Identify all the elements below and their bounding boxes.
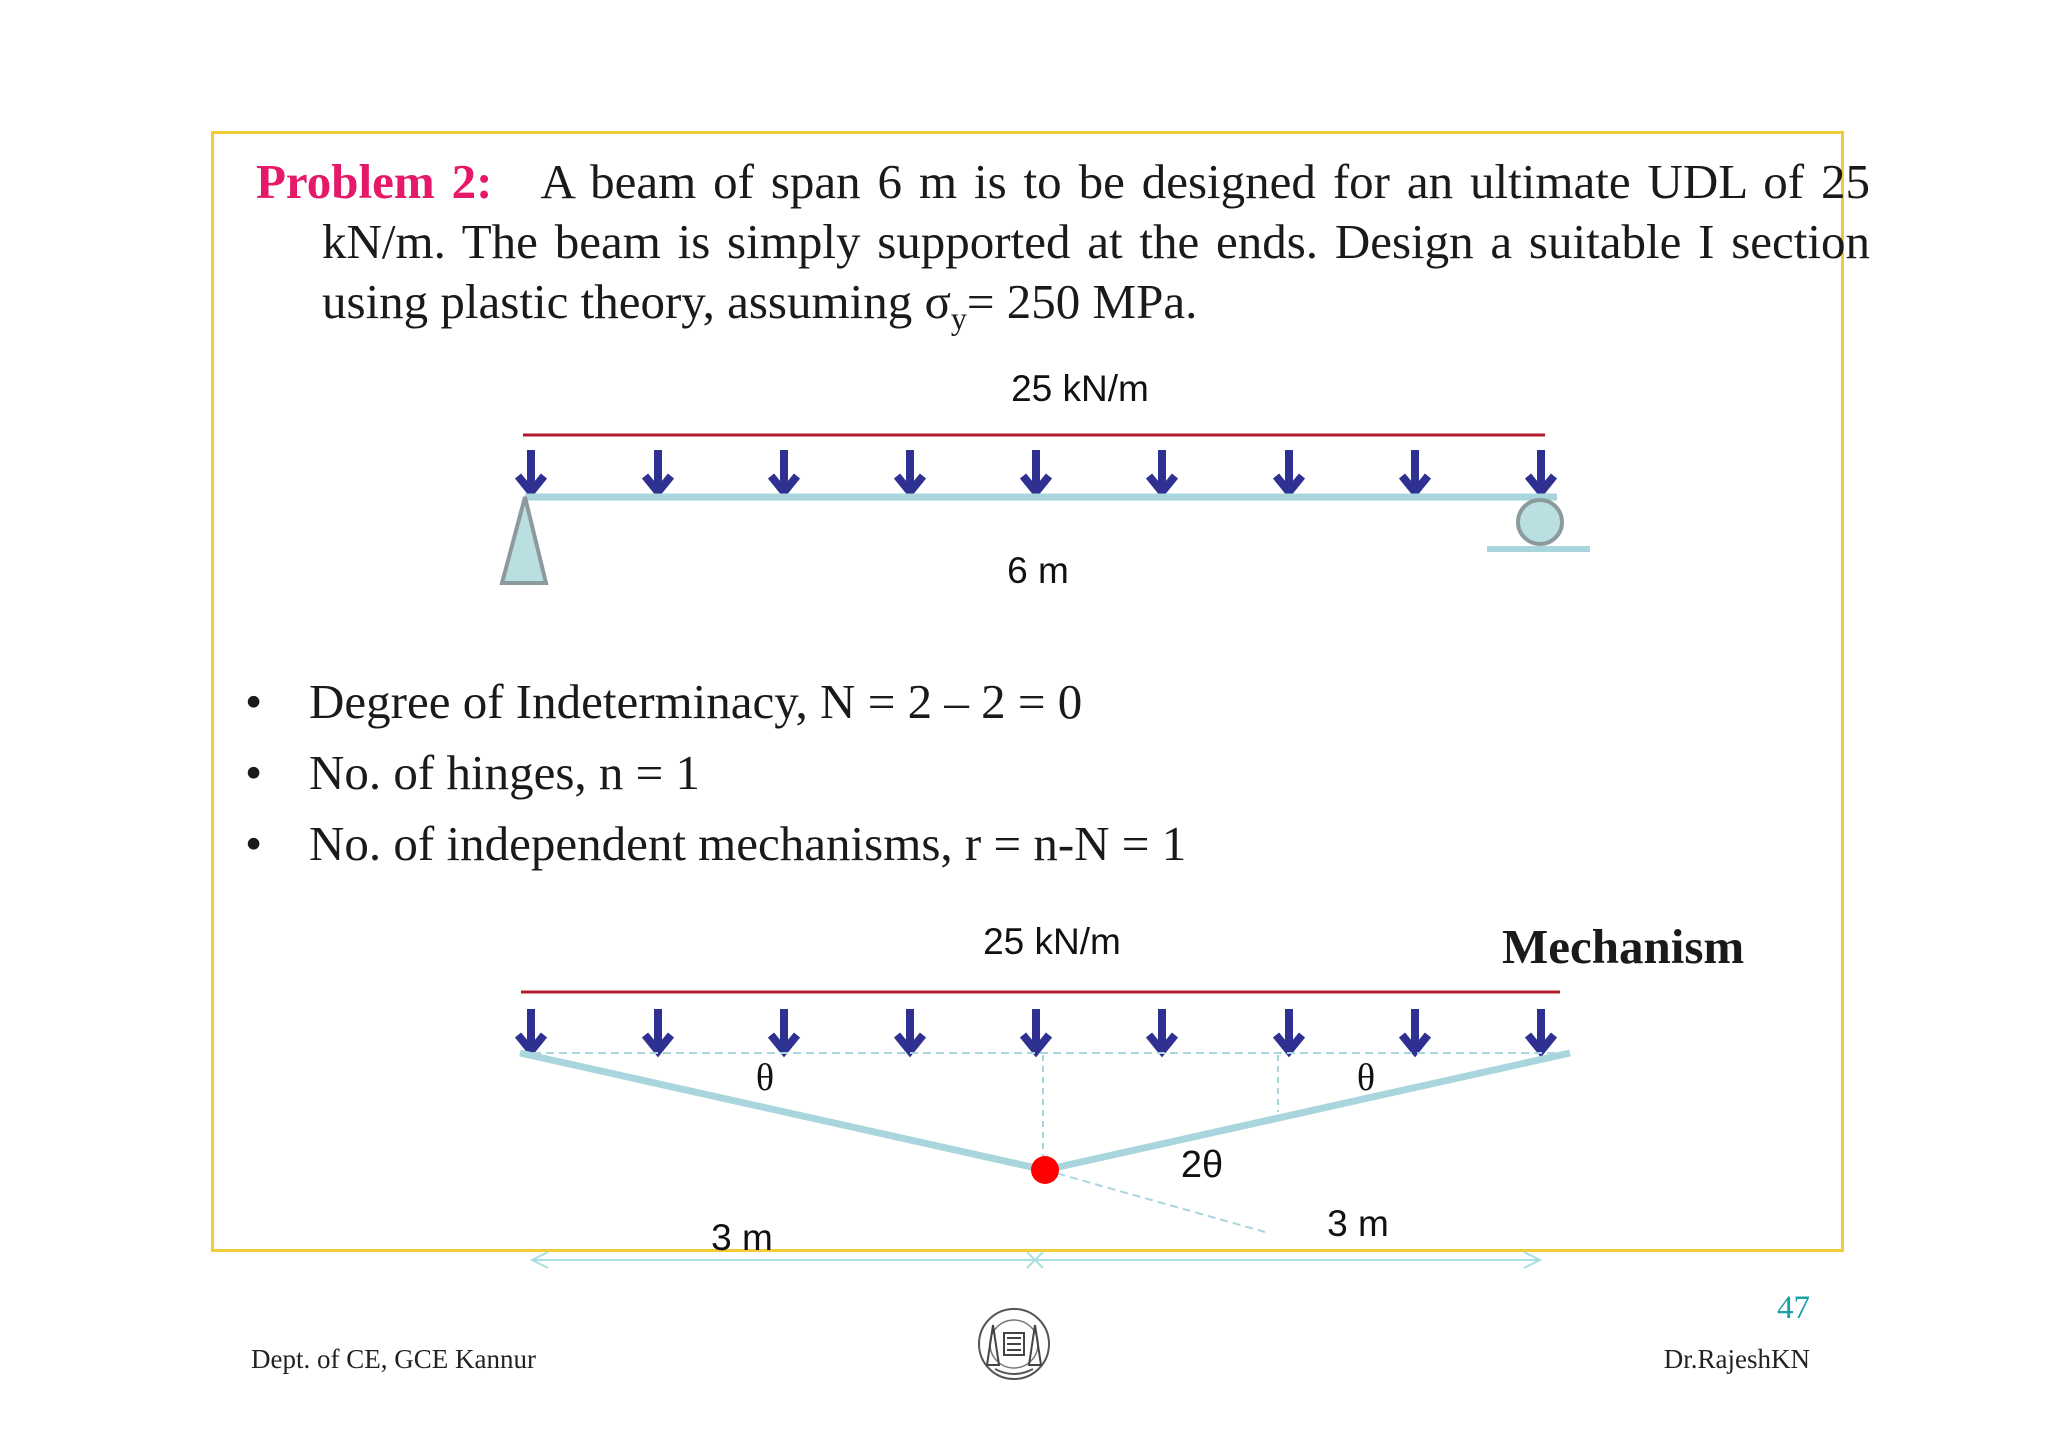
span-label: 6 m (1007, 550, 1069, 591)
udl-arrows (518, 450, 1554, 492)
load-label: 25 kN/m (1011, 368, 1149, 409)
load-arrow (645, 450, 671, 492)
load-arrow (1528, 1009, 1554, 1051)
bullet-text: Degree of Indeterminacy, N = 2 – 2 = 0 (309, 674, 1083, 729)
load-label: 25 kN/m (983, 921, 1121, 962)
footer-author: Dr.RajeshKN (1663, 1344, 1810, 1374)
problem-text: A beam of span 6 m is to be designed for an ultimate UDL of 25 kN/m. The beam is simply supported at the ends. Design a suitable I section using plastic theory, assuming σ (322, 154, 1871, 329)
load-arrow (1402, 1009, 1428, 1051)
mechanism-title: Mechanism (1502, 919, 1745, 974)
roller-support (1518, 500, 1562, 544)
load-arrow (1528, 450, 1554, 492)
load-arrow (897, 1009, 923, 1051)
load-arrow (1149, 1009, 1175, 1051)
pin-support (502, 497, 546, 583)
load-arrow (1402, 450, 1428, 492)
load-arrow (645, 1009, 671, 1051)
load-arrow (771, 1009, 797, 1051)
load-arrow (1149, 450, 1175, 492)
theta-right-label: θ (1356, 1057, 1376, 1099)
bullet-text: No. of hinges, n = 1 (309, 745, 701, 800)
footer-department: Dept. of CE, GCE Kannur (251, 1344, 536, 1374)
bullet-item: • No. of independent mechanisms, r = n-N = 1 (245, 816, 1187, 871)
problem-label: Problem 2: (256, 154, 493, 209)
two-theta-label: 2θ (1180, 1144, 1224, 1186)
load-arrow (1276, 1009, 1302, 1051)
load-arrow (1023, 1009, 1049, 1051)
bullet-item: • No. of hinges, n = 1 (245, 745, 701, 800)
right-span-label: 3 m (1327, 1203, 1389, 1244)
load-arrow (897, 450, 923, 492)
bullet-text: No. of independent mechanisms, r = n-N = 1 (309, 816, 1187, 871)
plastic-hinge (1031, 1156, 1059, 1184)
deflected-left-segment (520, 1053, 1045, 1170)
problem-text-end: = 250 MPa. (966, 274, 1198, 329)
college-emblem-icon (975, 1305, 1053, 1383)
left-span-label: 3 m (711, 1217, 773, 1258)
load-arrow (771, 450, 797, 492)
deflected-right-segment (1045, 1053, 1570, 1170)
load-arrow (518, 450, 544, 492)
load-arrow (1023, 450, 1049, 492)
sigma-subscript: y (950, 299, 967, 336)
load-arrow (1276, 450, 1302, 492)
bullet-item: • Degree of Indeterminacy, N = 2 – 2 = 0 (245, 674, 1083, 729)
simply-supported-beam-diagram (502, 368, 1590, 591)
udl-arrows (518, 1009, 1554, 1051)
extension-dashed (1045, 1170, 1265, 1232)
theta-left-label: θ (755, 1057, 775, 1099)
page-number: 47 (1777, 1290, 1810, 1326)
load-arrow (518, 1009, 544, 1051)
bullet-list (245, 666, 1186, 879)
mechanism-diagram (518, 921, 1570, 1268)
